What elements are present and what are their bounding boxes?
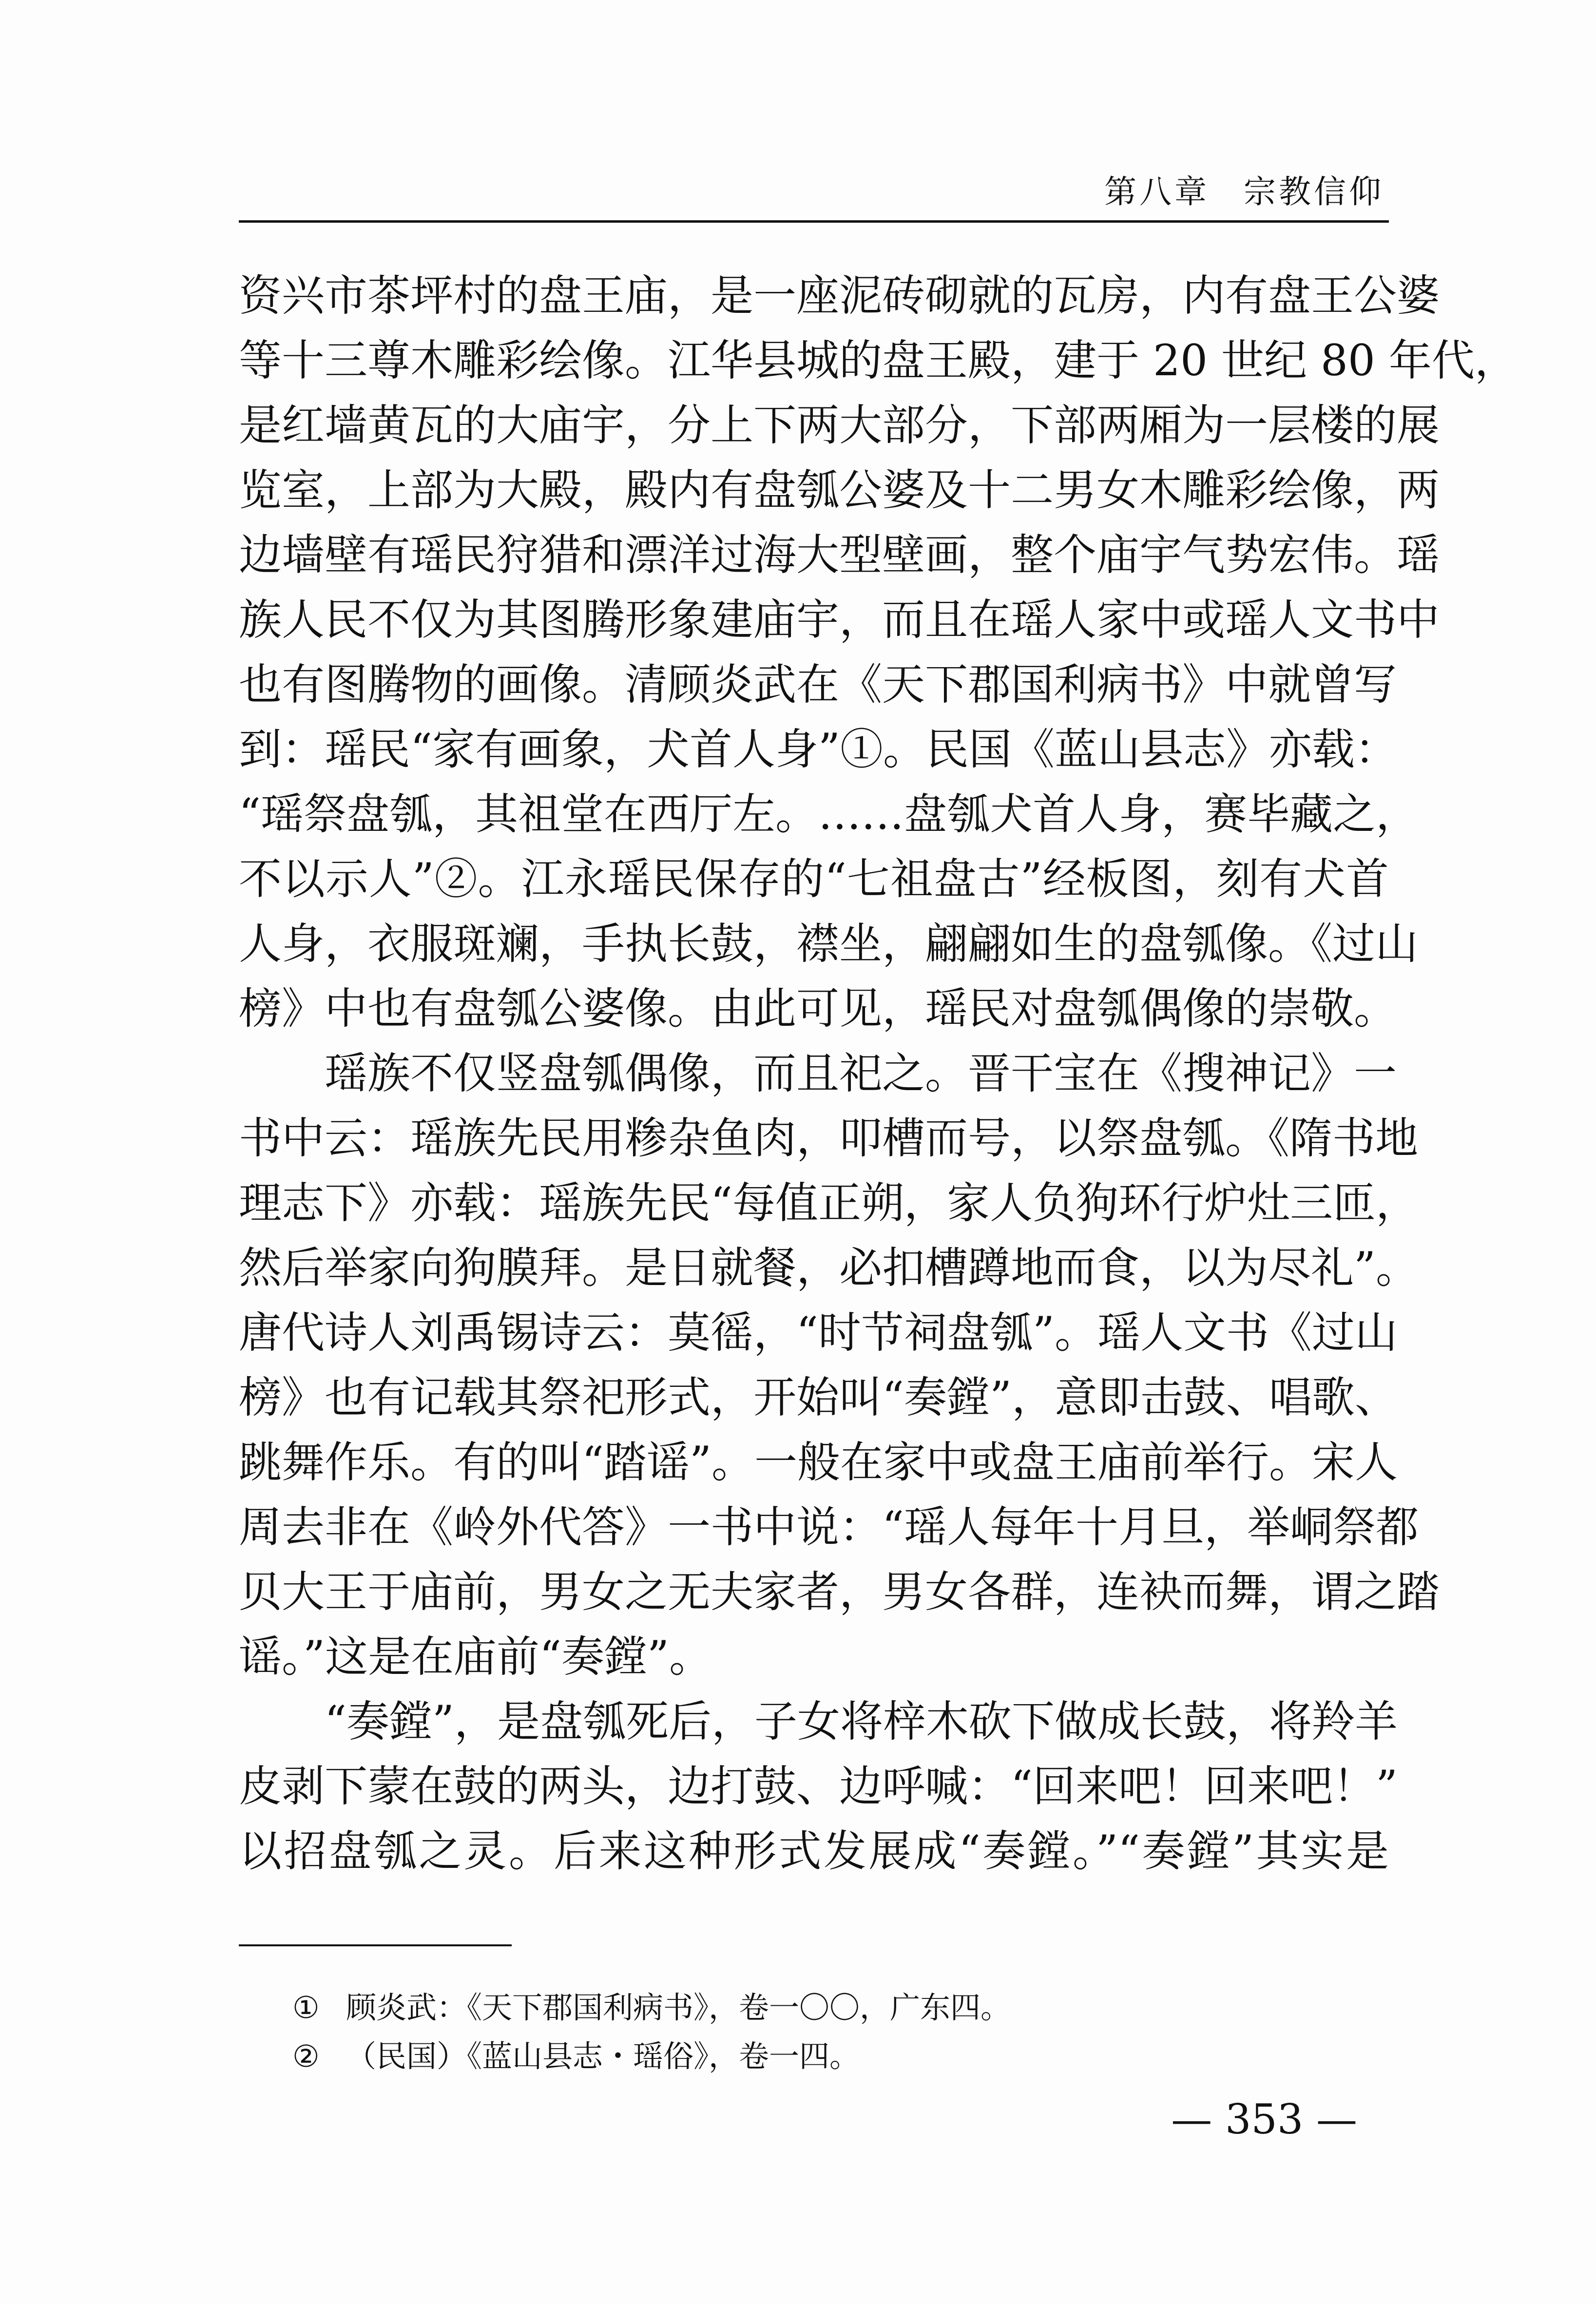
- page-number: — 353 —: [1171, 2095, 1357, 2143]
- text-line: 不以示人”②。江永瑶民保存的“七祖盘古”经板图，刻有犬首: [239, 854, 1389, 904]
- text-line: 瑶族不仅竖盘瓠偶像，而且祀之。晋干宝在《搜神记》一: [325, 1048, 1397, 1098]
- text-line: 皮剥下蒙在鼓的两头，边打鼓、边呼喊：“回来吧！回来吧！”: [239, 1761, 1398, 1811]
- running-head: [1104, 166, 1384, 212]
- footnotes: [292, 1983, 1365, 2081]
- text-line: 唐代诗人刘禹锡诗云：莫徭，“时节祠盘瓠”。瑶人文书《过山: [239, 1307, 1398, 1358]
- text-line: 然后举家向狗膜拜。是日就餐，必扣槽蹲地而食，以为尽礼”。: [239, 1243, 1419, 1293]
- text-line: 等十三尊木雕彩绘像。江华县城的盘王殿，建于 20 世纪 80 年代，: [239, 335, 1518, 385]
- chapter-label: 第八章: [1104, 173, 1210, 211]
- text-line: 榜》也有记载其祭祀形式，开始叫“奏鏜”，意即击鼓、唱歌、: [239, 1372, 1398, 1422]
- text-line: 书中云：瑶族先民用糁杂鱼肉，叩槽而号，以祭盘瓠。《隋书地: [239, 1113, 1419, 1163]
- text-line: 理志下》亦载：瑶族先民“每值正朔，家人负狗环行炉灶三匝，: [239, 1178, 1419, 1228]
- text-line: 榜》中也有盘瓠公婆像。由此可见，瑶民对盘瓠偶像的崇敬。: [239, 983, 1397, 1034]
- text-line: 贝大王于庙前，男女之无夫家者，男女各群，连袂而舞，谓之踏: [239, 1567, 1440, 1617]
- text-line: 谣。”这是在庙前“奏鏜”。: [239, 1632, 712, 1682]
- page-header: [239, 161, 1389, 219]
- text-line: 以招盘瓠之灵。后来这种形式发展成“奏鏜。”“奏鏜”其实是: [239, 1826, 1389, 1876]
- footnote: [292, 2032, 1365, 2081]
- text-line: 是红墙黄瓦的大庙宇，分上下两大部分，下部两厢为一层楼的展: [239, 400, 1440, 450]
- footnote-mark: ①: [292, 1990, 320, 2025]
- text-line: 边墙壁有瑶民狩猎和漂洋过海大型壁画，整个庙宇气势宏伟。瑶: [239, 530, 1440, 580]
- text-line: 人身，衣服斑斓，手执长鼓，襟坐，翩翩如生的盘瓠像。《过山: [239, 919, 1419, 969]
- footnote: [292, 1983, 1365, 2032]
- text-line: “奏鏜”，是盘瓠死后，子女将梓木砍下做成长鼓，将羚羊: [325, 1696, 1398, 1747]
- header-rule: [239, 220, 1389, 223]
- footnote-text: 顾炎武：《天下郡国利病书》，卷一〇〇，广东四。: [346, 1990, 1011, 2025]
- main-text: [239, 263, 1518, 1883]
- text-line: “瑶祭盘瓠，其祖堂在西厅左。……盘瓠犬首人身，赛毕藏之，: [239, 789, 1419, 839]
- text-line: 族人民不仅为其图腾形象建庙宇，而且在瑶人家中或瑶人文书中: [239, 595, 1440, 645]
- chapter-title: 宗教信仰: [1244, 173, 1384, 211]
- text-line: 周去非在《岭外代答》一书中说：“瑶人每年十月旦，举峒祭都: [239, 1502, 1419, 1552]
- text-line: 跳舞作乐。有的叫“踏谣”。一般在家中或盘王庙前举行。宋人: [239, 1437, 1398, 1487]
- text-line: 到：瑶民“家有画象，犬首人身”①。民国《蓝山县志》亦载：: [239, 724, 1398, 774]
- text-line: 览室，上部为大殿，殿内有盘瓠公婆及十二男女木雕彩绘像，两: [239, 465, 1440, 515]
- text-line: 也有图腾物的画像。清顾炎武在《天下郡国利病书》中就曾写: [239, 659, 1397, 710]
- footnote-rule: [239, 1944, 512, 1946]
- footnote-text: （民国）《蓝山县志・瑶俗》，卷一四。: [346, 2038, 860, 2074]
- footnote-mark: ②: [292, 2038, 320, 2074]
- text-line: 资兴市茶坪村的盘王庙，是一座泥砖砌就的瓦房，内有盘王公婆: [239, 270, 1440, 321]
